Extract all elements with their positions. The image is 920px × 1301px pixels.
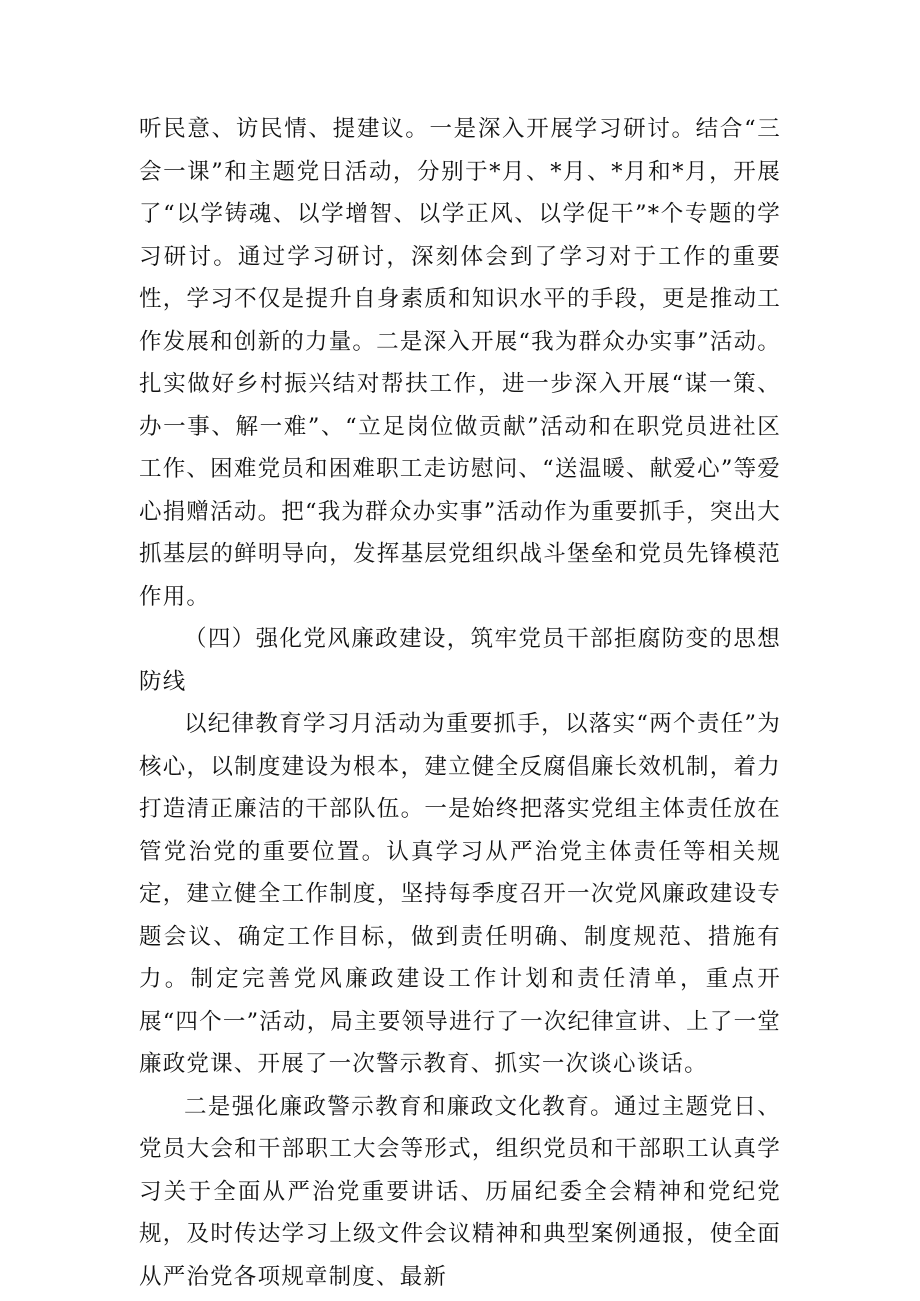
paragraph-discipline-education: 以纪律教育学习月活动为重要抓手，以落实“两个责任”为核心，以制度建设为根本，建立健全反腐倡廉长效机制，着力打造清正廉洁的干部队伍。一是始终把落实党组主体责任放在管党治党的重要位置。认真学习从严治党主体责任等相关规定，建立健全工作制度，坚持每季度召开一次党风廉政建设专题会议、确定工作目标，做到责任明确、制度规范、措施有力。制定完善党风廉政建设工作计划和责任清单，重点开展“四个一”活动，局主要领导进行了一次纪律宣讲、上了一堂廉政党课、开展了一次警示教育、抓实一次谈心谈话。 xyxy=(139,711,781,1077)
paragraph-warning-education: 二是强化廉政警示教育和廉政文化教育。通过主题党日、党员大会和干部职工大会等形式，组织党员和干部职工认真学习关于全面从严治党重要讲话、历届纪委全会精神和党纪党规，及时传达学习上级文件会议精神和典型案例通报，使全面从严治党各项规章制度、最新 xyxy=(139,1093,781,1290)
section-heading-clean-governance: （四）强化党风廉政建设，筑牢党员干部拒腐防变的思想防线 xyxy=(139,626,781,695)
paragraph-party-activities: 听民意、访民情、提建议。一是深入开展学习研讨。结合“三会一课”和主题党日活动，分别于*月、*月、*月和*月，开展了“以学铸魂、以学增智、以学正风、以学促干”*个专题的学习研讨。通过学习研讨，深刻体会到了学习对于工作的重要性，学习不仅是提升自身素质和知识水平的手段，更是推动工作发展和创新的力量。二是深入开展“我为群众办实事”活动。扎实做好乡村振兴结对帮扶工作，进一步深入开展“谋一策、办一事、解一难”、“立足岗位做贡献”活动和在职党员进社区工作、困难党员和困难职工走访慰问、“送温暖、献爱心”等爱心捐赠活动。把“我为群众办实事”活动作为重要抓手，突出大抓基层的鲜明导向，发挥基层党组织战斗堡垒和党员先锋模范作用。 xyxy=(139,116,781,610)
document-body xyxy=(139,108,781,1298)
